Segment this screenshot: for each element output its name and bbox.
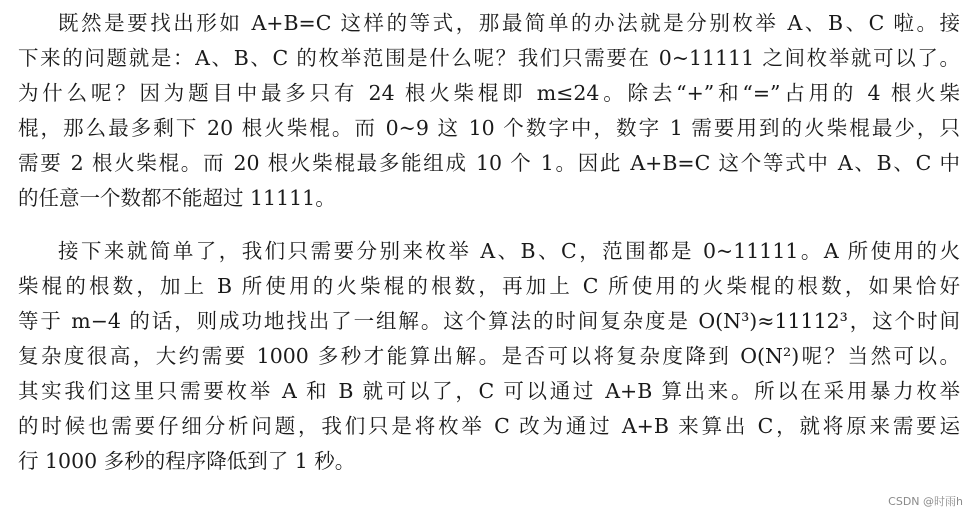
- paragraph-2-line-1: 接下来就简单了，我们只需要分别来枚举 A、B、C，范围都是 0~11111。A 所使用的火: [58, 239, 960, 263]
- paragraph-2-line-6: 的时候也需要仔细分析问题，我们只是将枚举 C 改为通过 A+B 来算出 C，就将原来需要运: [18, 414, 960, 438]
- paragraph-1-line-4: 棍，那么最多剩下 20 根火柴棍。而 0~9 这 10 个数字中，数字 1 需要用到的火柴棍最少，只: [18, 116, 960, 140]
- paragraph-1-line-2: 下来的问题就是：A、B、C 的枚举范围是什么呢？我们只需要在 0~11111 之间枚举就可以了。: [18, 46, 960, 70]
- paragraph-2-line-3: 等于 m−4 的话，则成功地找出了一组解。这个算法的时间复杂度是 O(N³)≈11112³，这个时间: [18, 309, 960, 333]
- paragraph-2-line-2: 柴棍的根数，加上 B 所使用的火柴棍的根数，再加上 C 所使用的火柴棍的根数，如果恰好: [18, 274, 960, 298]
- paragraph-2-line-4: 复杂度很高，大约需要 1000 多秒才能算出解。是否可以将复杂度降到 O(N²)呢？当然可以。: [18, 344, 960, 368]
- paragraph-1-line-1: 既然是要找出形如 A+B=C 这样的等式，那最简单的办法就是分别枚举 A、B、C 啦。接: [58, 11, 960, 35]
- paragraph-2-line-5: 其实我们这里只需要枚举 A 和 B 就可以了，C 可以通过 A+B 算出来。所以在采用暴力枚举: [18, 379, 960, 403]
- paragraph-2-line-7: 行 1000 多秒的程序降低到了 1 秒。: [18, 449, 356, 473]
- paragraph-1-line-5: 需要 2 根火柴棍。而 20 根火柴棍最多能组成 10 个 1。因此 A+B=C 这个等式中 A、B、C 中: [18, 151, 960, 175]
- paragraph-1-line-3: 为什么呢？因为题目中最多只有 24 根火柴棍即 m≤24。除去“+”和“=”占用的 4 根火柴: [18, 81, 960, 105]
- csdn-watermark: CSDN @时雨h: [888, 495, 963, 508]
- paragraph-1-line-6: 的任意一个数都不能超过 11111。: [18, 186, 336, 210]
